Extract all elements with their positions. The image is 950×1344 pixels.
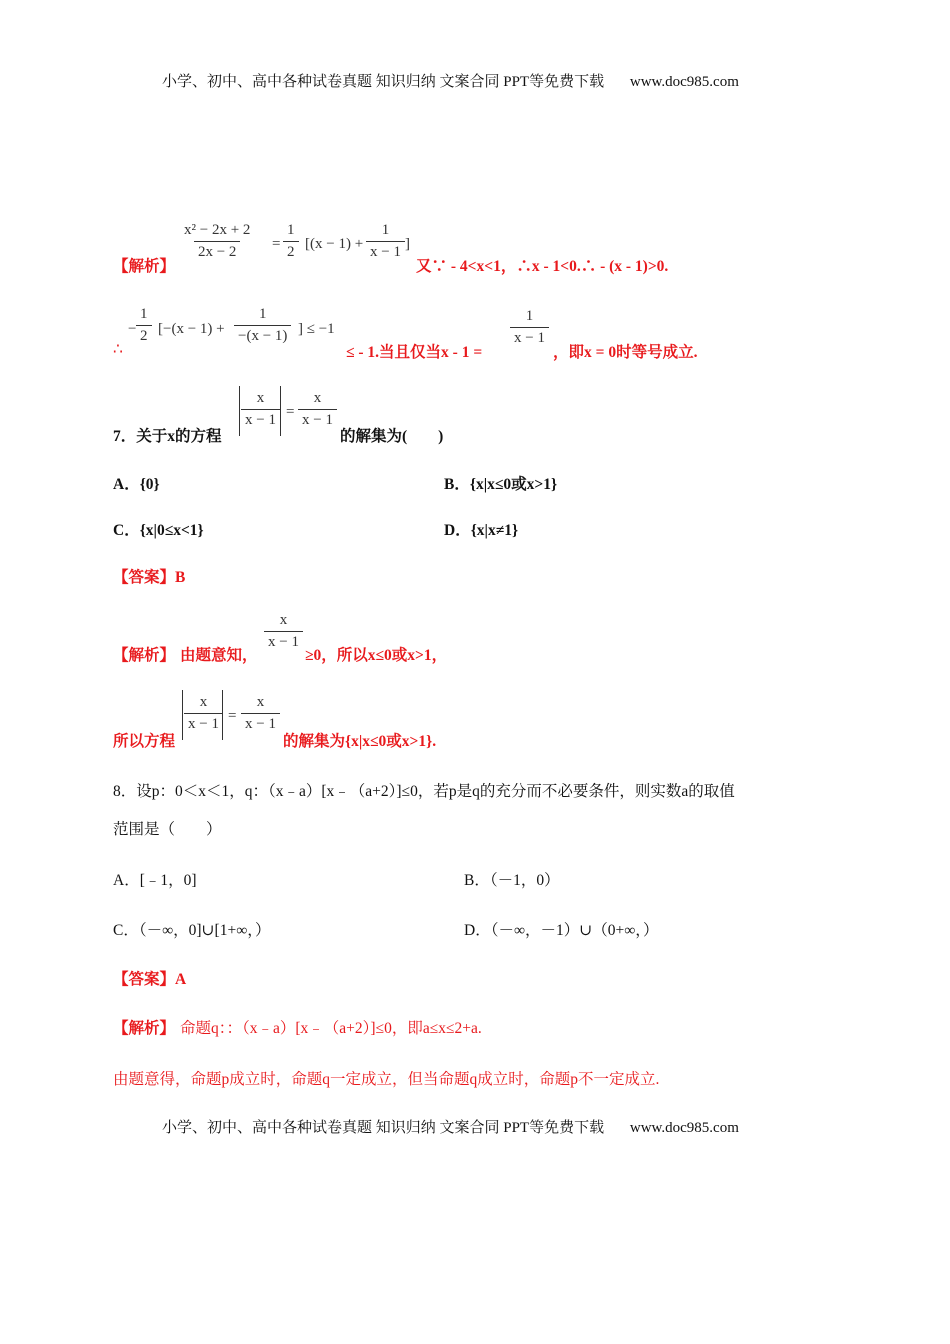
option-b: B．（－1，0） [464,872,560,889]
solution-text: 由题意得，命题p成立时，命题q一定成立，但当命题q成立时，命题p不一定成立. [113,1071,660,1088]
option-b: B．{x|x≤0或x>1} [444,476,558,493]
result-fraction: $\frac{1}{x - 1}$ [510,308,549,347]
option-d: D．{x|x≠1} [444,522,519,539]
option-d: D．（－∞，－1）∪（0+∞，） [464,922,659,939]
lhs-fraction: $\frac{x}{x - 1}$ [184,694,223,733]
therefore-symbol: ∴ [113,341,123,358]
footer-text: 小学、初中、高中各种试卷真题 知识归纳 文案合同 PPT等免费下载 [162,1120,605,1136]
solution-text: ，即x = 0时等号成立. [553,344,698,361]
page-header [162,70,739,91]
rhs-fraction: $\frac{x}{x - 1}$ [298,390,337,429]
solution-tag: 【解析】 [113,1020,176,1037]
half-fraction: $\frac{1}{2}$ [283,222,299,261]
option-a: A．[﹣1，0] [113,872,197,889]
solution-tag: 【解析】 [113,647,176,664]
answer-label: 【答案】B [113,569,186,586]
solution-tag: 【解析】 [113,258,176,275]
solution-text: 所以方程 [113,733,176,750]
answer-label: 【答案】A [113,971,187,988]
abs-bar [222,690,223,740]
option-a: A．{0} [113,476,160,493]
abs-bar [239,386,240,436]
option-c: C．{x|0≤x<1} [113,522,204,539]
abs-bar [182,690,183,740]
solution-text: ≤ - 1.当且仅当x - 1 = [346,344,483,361]
header-site: www.doc985.com [629,74,739,90]
option-c: C．（－∞，0]∪[1+∞，） [113,922,271,939]
question-stem: 范围是（ ） [113,821,222,838]
inner-fraction: $\frac{1}{-(x - 1)}$ [234,306,291,345]
solution-fraction: $\frac{x}{x - 1}$ [264,612,303,651]
half-fraction: $\frac{1}{2}$ [136,306,152,345]
question-stem: 7．关于x的方程 [113,428,222,445]
abs-bar [280,386,281,436]
solution-text: 由题意知， [180,647,258,664]
solution-text: 命题q：：（x﹣a）[x﹣（a+2）]≤0，即a≤x≤2+a. [180,1020,482,1037]
question-stem: 的解集为( ) [340,428,444,445]
page-footer [162,1116,739,1137]
footer-site: www.doc985.com [629,1120,739,1136]
lhs-fraction: $\frac{x}{x - 1}$ [241,390,280,429]
solution-text: 又∵ - 4<x<1，∴x - 1<0.∴ - (x - 1)>0. [416,258,669,275]
rhs-fraction: $\frac{x}{x - 1}$ [241,694,280,733]
question-stem: 8．设p：0＜x＜1，q：（x﹣a）[x﹣（a+2）]≤0，若p是q的充分而不必要条件，则实数a的取值 [113,783,735,800]
formula-fraction: $\frac{\text{x² − 2x + 2}}{2x - 2}$ [184,222,251,260]
solution-text: ≥0，所以x≤0或x>1， [305,647,448,664]
inner-fraction: $\frac{1}{x - 1}$ [366,222,405,261]
header-text: 小学、初中、高中各种试卷真题 知识归纳 文案合同 PPT等免费下载 [162,74,605,90]
solution-text: 的解集为{x|x≤0或x>1}. [283,733,437,750]
